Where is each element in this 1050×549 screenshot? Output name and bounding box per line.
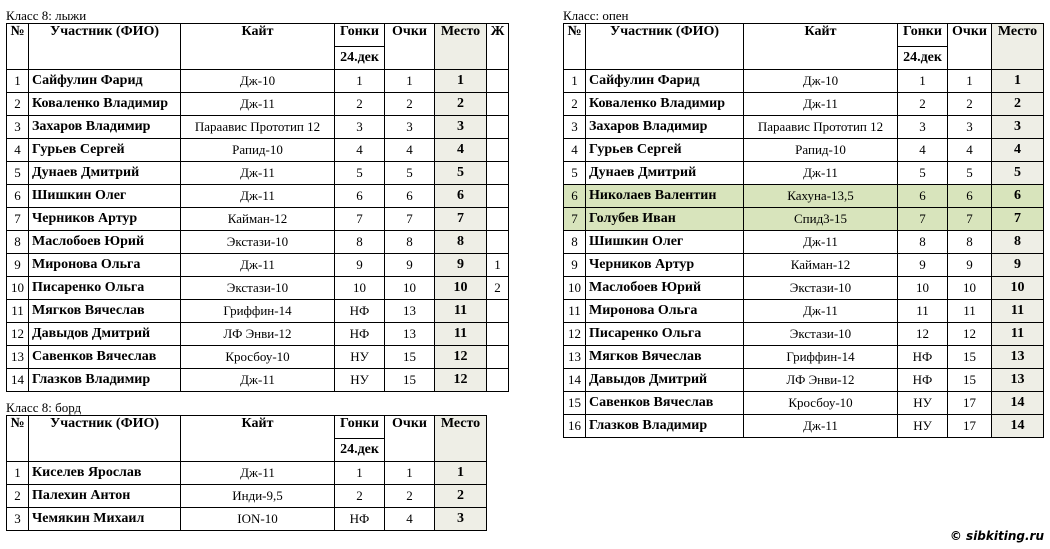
- cell-kite: Дж-11: [181, 369, 335, 392]
- cell-points: 12: [948, 323, 992, 346]
- cell-points: 3: [385, 116, 435, 139]
- cell-num: 6: [564, 185, 586, 208]
- cell-kite: Спид3-15: [744, 208, 898, 231]
- cell-name: Миронова Ольга: [586, 300, 744, 323]
- table-row: [564, 415, 1044, 438]
- cell-num: 2: [7, 485, 29, 508]
- cell-kite: Экстази-10: [181, 277, 335, 300]
- ski-class-title: Класс 8: лыжи: [6, 8, 87, 23]
- cell-points: 5: [948, 162, 992, 185]
- cell-points: 7: [948, 208, 992, 231]
- cell-place: 5: [435, 162, 487, 185]
- cell-num: 3: [564, 116, 586, 139]
- cell-race: НФ: [335, 323, 385, 346]
- cell-name: Дунаев Дмитрий: [29, 162, 181, 185]
- cell-name: Захаров Владимир: [586, 116, 744, 139]
- col-races-date: 24.дек: [898, 47, 948, 70]
- cell-place: 2: [435, 485, 487, 508]
- cell-kite: Кахуна-13,5: [744, 185, 898, 208]
- cell-kite: Гриффин-14: [744, 346, 898, 369]
- table-row: [564, 185, 1044, 208]
- cell-num: 1: [564, 70, 586, 93]
- table-row: [7, 485, 487, 508]
- cell-place: 4: [992, 139, 1044, 162]
- table-row: [564, 231, 1044, 254]
- cell-place: 13: [992, 369, 1044, 392]
- cell-place: 13: [992, 346, 1044, 369]
- cell-race: 3: [898, 116, 948, 139]
- cell-kite: Дж-10: [744, 70, 898, 93]
- cell-race: 8: [335, 231, 385, 254]
- cell-points: 13: [385, 300, 435, 323]
- cell-name: Глазков Владимир: [29, 369, 181, 392]
- cell-w: 2: [487, 277, 509, 300]
- cell-points: 15: [948, 346, 992, 369]
- cell-kite: Кросбоу-10: [744, 392, 898, 415]
- cell-points: 8: [948, 231, 992, 254]
- cell-points: 1: [385, 462, 435, 485]
- table-row: [7, 231, 509, 254]
- cell-race: 7: [335, 208, 385, 231]
- cell-place: 11: [435, 300, 487, 323]
- cell-place: 9: [435, 254, 487, 277]
- cell-kite: Кайман-12: [744, 254, 898, 277]
- cell-name: Коваленко Владимир: [586, 93, 744, 116]
- cell-kite: Дж-11: [181, 254, 335, 277]
- cell-race: 7: [898, 208, 948, 231]
- table-row: [564, 70, 1044, 93]
- cell-num: 2: [7, 93, 29, 116]
- cell-place: 2: [435, 93, 487, 116]
- cell-name: Давыдов Дмитрий: [586, 369, 744, 392]
- cell-place: 3: [435, 508, 487, 531]
- cell-w: [487, 116, 509, 139]
- cell-num: 7: [7, 208, 29, 231]
- cell-kite: Дж-11: [744, 93, 898, 116]
- table-row: [564, 139, 1044, 162]
- cell-points: 6: [948, 185, 992, 208]
- table-row: [7, 277, 509, 300]
- ski-class-block: [6, 9, 509, 392]
- cell-num: 2: [564, 93, 586, 116]
- col-races-header: Гонки: [335, 416, 385, 439]
- cell-num: 11: [7, 300, 29, 323]
- cell-place: 11: [992, 300, 1044, 323]
- cell-num: 4: [564, 139, 586, 162]
- cell-place: 3: [992, 116, 1044, 139]
- cell-race: 9: [898, 254, 948, 277]
- col-kite-header: Кайт: [181, 416, 335, 462]
- cell-points: 7: [385, 208, 435, 231]
- table-row: [564, 369, 1044, 392]
- cell-name: Глазков Владимир: [586, 415, 744, 438]
- table-row: [564, 93, 1044, 116]
- col-points-header: Очки: [385, 416, 435, 462]
- cell-name: Савенков Вячеслав: [586, 392, 744, 415]
- cell-points: 17: [948, 415, 992, 438]
- cell-num: 4: [7, 139, 29, 162]
- cell-num: 13: [564, 346, 586, 369]
- cell-num: 13: [7, 346, 29, 369]
- cell-name: Маслобоев Юрий: [586, 277, 744, 300]
- cell-race: 1: [335, 70, 385, 93]
- cell-kite: Гриффин-14: [181, 300, 335, 323]
- cell-name: Сайфулин Фарид: [586, 70, 744, 93]
- cell-num: 11: [564, 300, 586, 323]
- cell-points: 8: [385, 231, 435, 254]
- table-row: [564, 323, 1044, 346]
- board-class-title: Класс 8: борд: [6, 400, 82, 415]
- cell-num: 1: [7, 70, 29, 93]
- open-class-block: [563, 9, 1044, 438]
- cell-race: 6: [335, 185, 385, 208]
- cell-points: 11: [948, 300, 992, 323]
- col-place-header: Место: [435, 416, 487, 462]
- cell-num: 10: [564, 277, 586, 300]
- cell-w: [487, 369, 509, 392]
- col-num-header: №: [564, 24, 586, 70]
- cell-race: НУ: [898, 392, 948, 415]
- cell-place: 1: [435, 70, 487, 93]
- cell-race: 2: [898, 93, 948, 116]
- cell-points: 4: [385, 139, 435, 162]
- table-row: [7, 346, 509, 369]
- cell-w: [487, 300, 509, 323]
- cell-place: 12: [435, 346, 487, 369]
- cell-name: Палехин Антон: [29, 485, 181, 508]
- cell-place: 11: [992, 323, 1044, 346]
- table-row: [7, 139, 509, 162]
- cell-points: 3: [948, 116, 992, 139]
- cell-place: 14: [992, 415, 1044, 438]
- cell-race: 4: [898, 139, 948, 162]
- table-row: [7, 162, 509, 185]
- table-row: [7, 369, 509, 392]
- cell-kite: Экстази-10: [181, 231, 335, 254]
- cell-race: НФ: [898, 369, 948, 392]
- table-row: [564, 162, 1044, 185]
- cell-w: [487, 139, 509, 162]
- cell-name: Маслобоев Юрий: [29, 231, 181, 254]
- cell-num: 14: [7, 369, 29, 392]
- cell-race: 4: [335, 139, 385, 162]
- cell-name: Гурьев Сергей: [586, 139, 744, 162]
- col-points-header: Очки: [948, 24, 992, 70]
- col-races-date: 24.дек: [335, 47, 385, 70]
- cell-name: Коваленко Владимир: [29, 93, 181, 116]
- col-kite-header: Кайт: [181, 24, 335, 70]
- cell-name: Киселев Ярослав: [29, 462, 181, 485]
- cell-w: [487, 185, 509, 208]
- cell-name: Дунаев Дмитрий: [586, 162, 744, 185]
- cell-race: НФ: [898, 346, 948, 369]
- cell-kite: Дж-11: [744, 162, 898, 185]
- cell-race: 2: [335, 485, 385, 508]
- cell-place: 2: [992, 93, 1044, 116]
- cell-num: 6: [7, 185, 29, 208]
- cell-num: 3: [7, 116, 29, 139]
- cell-place: 10: [992, 277, 1044, 300]
- cell-kite: Дж-10: [181, 70, 335, 93]
- cell-place: 9: [992, 254, 1044, 277]
- cell-w: [487, 93, 509, 116]
- cell-race: 11: [898, 300, 948, 323]
- col-place-header: Место: [992, 24, 1044, 70]
- table-row: [7, 323, 509, 346]
- cell-place: 7: [435, 208, 487, 231]
- cell-points: 2: [385, 485, 435, 508]
- copyright-text: © sibkiting.ru: [949, 529, 1044, 543]
- cell-num: 15: [564, 392, 586, 415]
- table-row: [7, 508, 487, 531]
- cell-name: Николаев Валентин: [586, 185, 744, 208]
- cell-points: 9: [948, 254, 992, 277]
- cell-place: 11: [435, 323, 487, 346]
- cell-place: 10: [435, 277, 487, 300]
- cell-name: Чемякин Михаил: [29, 508, 181, 531]
- cell-name: Миронова Ольга: [29, 254, 181, 277]
- cell-place: 8: [435, 231, 487, 254]
- cell-name: Савенков Вячеслав: [29, 346, 181, 369]
- cell-kite: Дж-11: [181, 93, 335, 116]
- cell-w: [487, 70, 509, 93]
- cell-points: 5: [385, 162, 435, 185]
- cell-race: НФ: [335, 300, 385, 323]
- cell-race: 1: [335, 462, 385, 485]
- cell-w: [487, 208, 509, 231]
- cell-place: 7: [992, 208, 1044, 231]
- col-points-header: Очки: [385, 24, 435, 70]
- cell-name: Гурьев Сергей: [29, 139, 181, 162]
- col-name-header: Участник (ФИО): [29, 416, 181, 462]
- cell-num: 10: [7, 277, 29, 300]
- cell-race: 1: [898, 70, 948, 93]
- col-place-header: Место: [435, 24, 487, 70]
- cell-points: 2: [948, 93, 992, 116]
- cell-race: 6: [898, 185, 948, 208]
- cell-points: 4: [385, 508, 435, 531]
- cell-num: 7: [564, 208, 586, 231]
- table-row: [564, 116, 1044, 139]
- cell-num: 5: [564, 162, 586, 185]
- cell-num: 8: [7, 231, 29, 254]
- cell-kite: Рапид-10: [744, 139, 898, 162]
- table-row: [7, 462, 487, 485]
- cell-race: 9: [335, 254, 385, 277]
- col-num-header: №: [7, 24, 29, 70]
- cell-w: [487, 231, 509, 254]
- cell-points: 2: [385, 93, 435, 116]
- cell-race: 12: [898, 323, 948, 346]
- cell-kite: Параавис Прототип 12: [744, 116, 898, 139]
- cell-place: 6: [435, 185, 487, 208]
- cell-name: Черников Артур: [29, 208, 181, 231]
- cell-points: 6: [385, 185, 435, 208]
- cell-kite: Дж-11: [744, 300, 898, 323]
- cell-w: [487, 346, 509, 369]
- col-kite-header: Кайт: [744, 24, 898, 70]
- cell-num: 12: [564, 323, 586, 346]
- table-row: [564, 277, 1044, 300]
- cell-kite: Параавис Прототип 12: [181, 116, 335, 139]
- cell-name: Мягков Вячеслав: [29, 300, 181, 323]
- cell-place: 1: [435, 462, 487, 485]
- cell-points: 10: [948, 277, 992, 300]
- cell-w: 1: [487, 254, 509, 277]
- cell-kite: ЛФ Энви-12: [744, 369, 898, 392]
- cell-place: 5: [992, 162, 1044, 185]
- cell-w: [487, 162, 509, 185]
- col-races-date: 24.дек: [335, 439, 385, 462]
- cell-points: 4: [948, 139, 992, 162]
- cell-num: 9: [7, 254, 29, 277]
- cell-kite: Дж-11: [744, 231, 898, 254]
- cell-num: 1: [7, 462, 29, 485]
- table-row: [7, 93, 509, 116]
- col-name-header: Участник (ФИО): [586, 24, 744, 70]
- cell-race: НУ: [335, 346, 385, 369]
- cell-place: 1: [992, 70, 1044, 93]
- cell-kite: Инди-9,5: [181, 485, 335, 508]
- cell-name: Шишкин Олег: [29, 185, 181, 208]
- board-class-block: [6, 401, 487, 531]
- cell-points: 15: [385, 346, 435, 369]
- table-row: [7, 300, 509, 323]
- cell-num: 12: [7, 323, 29, 346]
- cell-race: НФ: [335, 508, 385, 531]
- cell-name: Писаренко Ольга: [586, 323, 744, 346]
- cell-kite: ION-10: [181, 508, 335, 531]
- cell-name: Давыдов Дмитрий: [29, 323, 181, 346]
- cell-num: 14: [564, 369, 586, 392]
- table-row: [7, 185, 509, 208]
- cell-name: Сайфулин Фарид: [29, 70, 181, 93]
- cell-kite: Дж-11: [181, 185, 335, 208]
- col-races-header: Гонки: [898, 24, 948, 47]
- cell-kite: Кросбоу-10: [181, 346, 335, 369]
- table-row: [564, 346, 1044, 369]
- cell-points: 10: [385, 277, 435, 300]
- table-row: [564, 208, 1044, 231]
- cell-name: Голубев Иван: [586, 208, 744, 231]
- cell-points: 15: [385, 369, 435, 392]
- col-name-header: Участник (ФИО): [29, 24, 181, 70]
- open-class-title: Класс: опен: [563, 8, 629, 23]
- cell-name: Писаренко Ольга: [29, 277, 181, 300]
- cell-kite: Кайман-12: [181, 208, 335, 231]
- cell-kite: Дж-11: [181, 162, 335, 185]
- cell-place: 4: [435, 139, 487, 162]
- open-results-table: [563, 23, 1044, 438]
- cell-w: [487, 323, 509, 346]
- cell-place: 14: [992, 392, 1044, 415]
- cell-kite: Экстази-10: [744, 277, 898, 300]
- cell-kite: ЛФ Энви-12: [181, 323, 335, 346]
- cell-race: НУ: [335, 369, 385, 392]
- cell-race: 2: [335, 93, 385, 116]
- cell-points: 9: [385, 254, 435, 277]
- cell-points: 1: [948, 70, 992, 93]
- cell-place: 12: [435, 369, 487, 392]
- cell-points: 1: [385, 70, 435, 93]
- board-results-table: [6, 415, 487, 531]
- cell-name: Черников Артур: [586, 254, 744, 277]
- cell-race: 5: [898, 162, 948, 185]
- cell-num: 16: [564, 415, 586, 438]
- col-num-header: №: [7, 416, 29, 462]
- cell-race: 10: [335, 277, 385, 300]
- cell-race: 3: [335, 116, 385, 139]
- cell-num: 9: [564, 254, 586, 277]
- cell-race: 5: [335, 162, 385, 185]
- cell-num: 5: [7, 162, 29, 185]
- cell-name: Мягков Вячеслав: [586, 346, 744, 369]
- cell-points: 13: [385, 323, 435, 346]
- table-row: [564, 254, 1044, 277]
- table-row: [7, 70, 509, 93]
- table-row: [564, 300, 1044, 323]
- table-row: [7, 208, 509, 231]
- cell-place: 6: [992, 185, 1044, 208]
- table-row: [7, 116, 509, 139]
- table-row: [7, 254, 509, 277]
- cell-place: 8: [992, 231, 1044, 254]
- cell-place: 3: [435, 116, 487, 139]
- cell-points: 15: [948, 369, 992, 392]
- cell-name: Захаров Владимир: [29, 116, 181, 139]
- col-races-header: Гонки: [335, 24, 385, 47]
- cell-kite: Рапид-10: [181, 139, 335, 162]
- cell-name: Шишкин Олег: [586, 231, 744, 254]
- col-women-header: Ж: [487, 24, 509, 70]
- cell-num: 3: [7, 508, 29, 531]
- cell-race: НУ: [898, 415, 948, 438]
- cell-race: 8: [898, 231, 948, 254]
- cell-kite: Экстази-10: [744, 323, 898, 346]
- cell-race: 10: [898, 277, 948, 300]
- cell-num: 8: [564, 231, 586, 254]
- cell-kite: Дж-11: [744, 415, 898, 438]
- cell-kite: Дж-11: [181, 462, 335, 485]
- table-row: [564, 392, 1044, 415]
- ski-results-table: [6, 23, 509, 392]
- cell-points: 17: [948, 392, 992, 415]
